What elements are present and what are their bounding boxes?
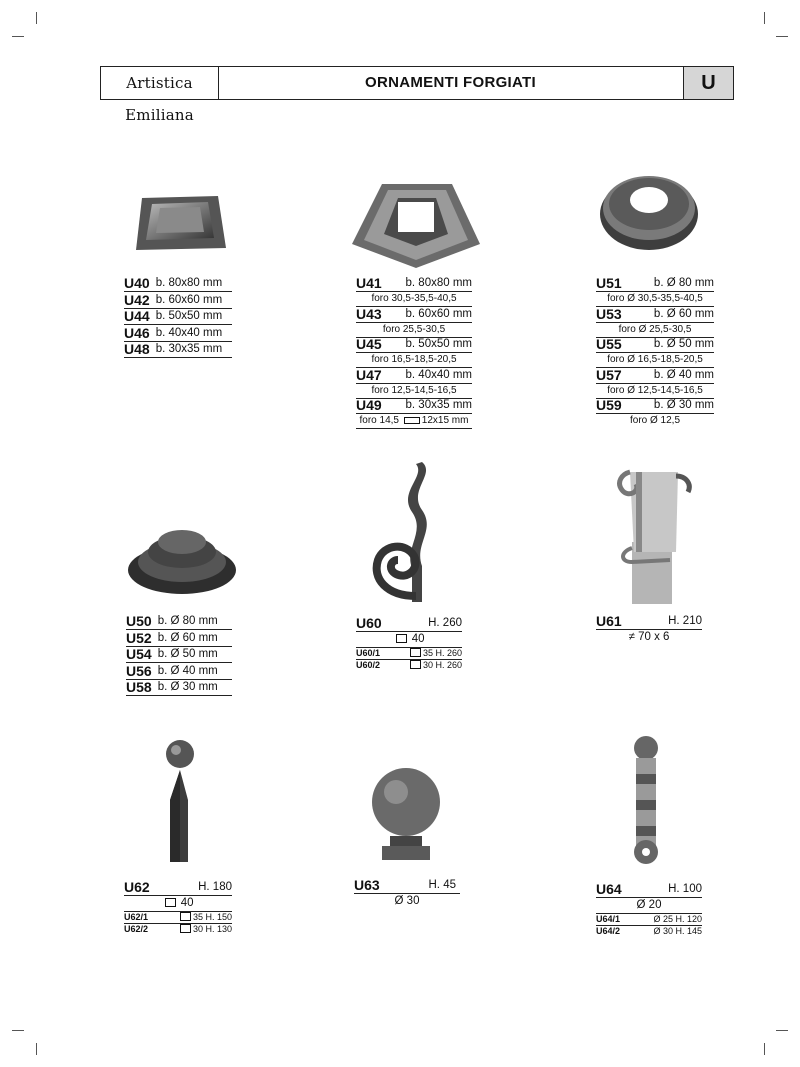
product-row [124,309,232,325]
product-spec: b. Ø 30 mm [653,399,714,411]
hole-size: foro Ø 12,5 [629,415,681,426]
product-row [596,337,714,353]
product-row [124,293,232,309]
product-spec: b. 30x35 mm [155,343,223,355]
product-row [124,326,232,342]
product-row [356,276,472,292]
u62-variant-2: U62/2 30 H. 130 [124,924,232,934]
product-code: U43 [356,305,382,322]
product-row [124,342,232,358]
product-code: U49 [356,397,382,413]
u62-code: U62 [124,879,150,895]
square-collar-image [348,180,484,270]
leaf-bracket-image [612,462,696,606]
page-header [100,66,734,124]
product-spec: b. Ø 50 mm [653,338,714,350]
product-row [124,276,232,292]
product-row [126,614,232,630]
product-spec: b. Ø 60 mm [653,307,714,320]
u64-size: Ø 20 [596,898,702,914]
u63-code: U63 [354,877,380,893]
u62-size: 40 [124,896,232,912]
product-code: U47 [356,366,382,383]
product-code: U42 [124,291,150,308]
product-spec: b. 60x60 mm [405,307,472,320]
square-section-icon [180,912,191,921]
hinge-pin-image [624,734,668,868]
product-row [596,368,714,384]
u60-row [356,614,462,632]
product-code: U55 [596,336,622,352]
u62-variant-1: U62/1 35 H. 150 [124,912,232,922]
page-title: ORNAMENTI FORGIATI [365,74,536,91]
u64-code: U64 [596,881,622,897]
u64-variant-1: U64/1 Ø 25 H. 120 [596,914,702,924]
hole-size: foro Ø 12,5-14,5-16,5 [596,384,714,399]
product-row [126,664,232,680]
u62-height: H. 180 [198,881,232,893]
hole-size: foro 16,5-18,5-20,5 [356,353,472,368]
crop-mark [776,1030,788,1031]
crop-mark [36,1043,37,1055]
u60-variant-1: U60/1 35 H. 260 [356,648,462,658]
product-code: U50 [126,613,152,629]
u64-variant-2: U64/2 Ø 30 H. 145 [596,926,702,936]
product-spec: b. Ø 40 mm [653,368,714,381]
product-spec: b. 60x60 mm [155,293,223,306]
product-code: U54 [126,646,152,662]
u61-size: ≠ 70 x 6 [628,631,670,643]
product-code: U52 [126,629,152,646]
ball-finial-image [368,764,444,868]
brand-logo: Artistica Emiliana [101,67,219,99]
product-code: U45 [356,336,382,352]
crop-mark [776,36,788,37]
product-spec: b. Ø 40 mm [157,664,218,677]
crop-mark [36,12,37,24]
square-section-icon [396,634,407,643]
hole-size: foro Ø 30,5-35,5-40,5 [596,292,714,307]
product-code: U44 [124,308,150,324]
product-row [356,368,472,384]
product-row [596,276,714,292]
u60-size: 40 [356,632,462,648]
crop-mark [12,1030,24,1031]
crop-mark [764,12,765,24]
product-row [126,680,232,696]
product-spec: b. Ø 80 mm [653,277,714,289]
scroll-finial-image [356,456,446,606]
round-rosette-image [126,516,238,596]
u60-height: H. 260 [428,617,462,629]
product-code: U46 [124,324,150,341]
product-spec: b. 50x50 mm [405,338,472,350]
product-row [126,647,232,663]
square-section-icon [410,660,421,669]
u64-height: H. 100 [668,883,702,895]
round-collar-image [598,170,700,252]
u61-code: U61 [596,613,622,629]
product-spec: b. 50x50 mm [155,310,223,322]
u62-row [124,878,232,896]
u61-row [596,612,702,630]
product-spec: b. Ø 60 mm [157,631,218,644]
u61-height: H. 210 [668,615,702,627]
u63-row [354,876,460,894]
product-spec: b. 40x40 mm [405,368,472,381]
product-code: U59 [596,397,622,413]
product-code: U53 [596,305,622,322]
product-code: U40 [124,275,150,291]
hole-size: foro 14,5 12x15 mm [356,414,472,429]
product-row [356,337,472,353]
product-code: U56 [126,662,152,679]
u60-code: U60 [356,615,382,631]
product-spec: b. 80x80 mm [155,277,223,289]
product-spec: b. Ø 30 mm [157,681,218,693]
crop-mark [12,36,24,37]
product-spec: b. Ø 50 mm [157,648,218,660]
square-section-icon [180,924,191,933]
product-code: U58 [126,679,152,695]
product-row [596,307,714,323]
spear-ball-image [158,738,204,868]
product-spec: b. 80x80 mm [405,277,472,289]
square-section-icon [410,648,421,657]
product-spec: b. 30x35 mm [405,399,472,411]
product-code: U48 [124,341,150,357]
crop-mark [764,1043,765,1055]
u63-size: Ø 30 [394,895,420,907]
rect-section-icon [404,417,420,424]
product-spec: b. 40x40 mm [155,326,223,339]
hole-size: foro 12,5-14,5-16,5 [356,384,472,399]
hole-size: foro 30,5-35,5-40,5 [356,292,472,307]
product-code: U41 [356,275,382,291]
product-row [126,631,232,647]
u64-row [596,880,702,898]
product-row [356,307,472,323]
u60-variant-2: U60/2 30 H. 260 [356,660,462,670]
product-spec: b. Ø 80 mm [157,615,218,627]
square-base-image [130,190,230,260]
square-section-icon [165,898,176,907]
hole-size: foro 25,5-30,5 [356,323,472,338]
u63-height: H. 45 [428,879,456,891]
hole-size: foro Ø 25,5-30,5 [596,323,714,338]
product-code: U57 [596,366,622,383]
section-letter: U [683,67,733,99]
hole-size: foro Ø 16,5-18,5-20,5 [596,353,714,368]
product-row [356,398,472,414]
product-row [596,398,714,414]
product-code: U51 [596,275,622,291]
